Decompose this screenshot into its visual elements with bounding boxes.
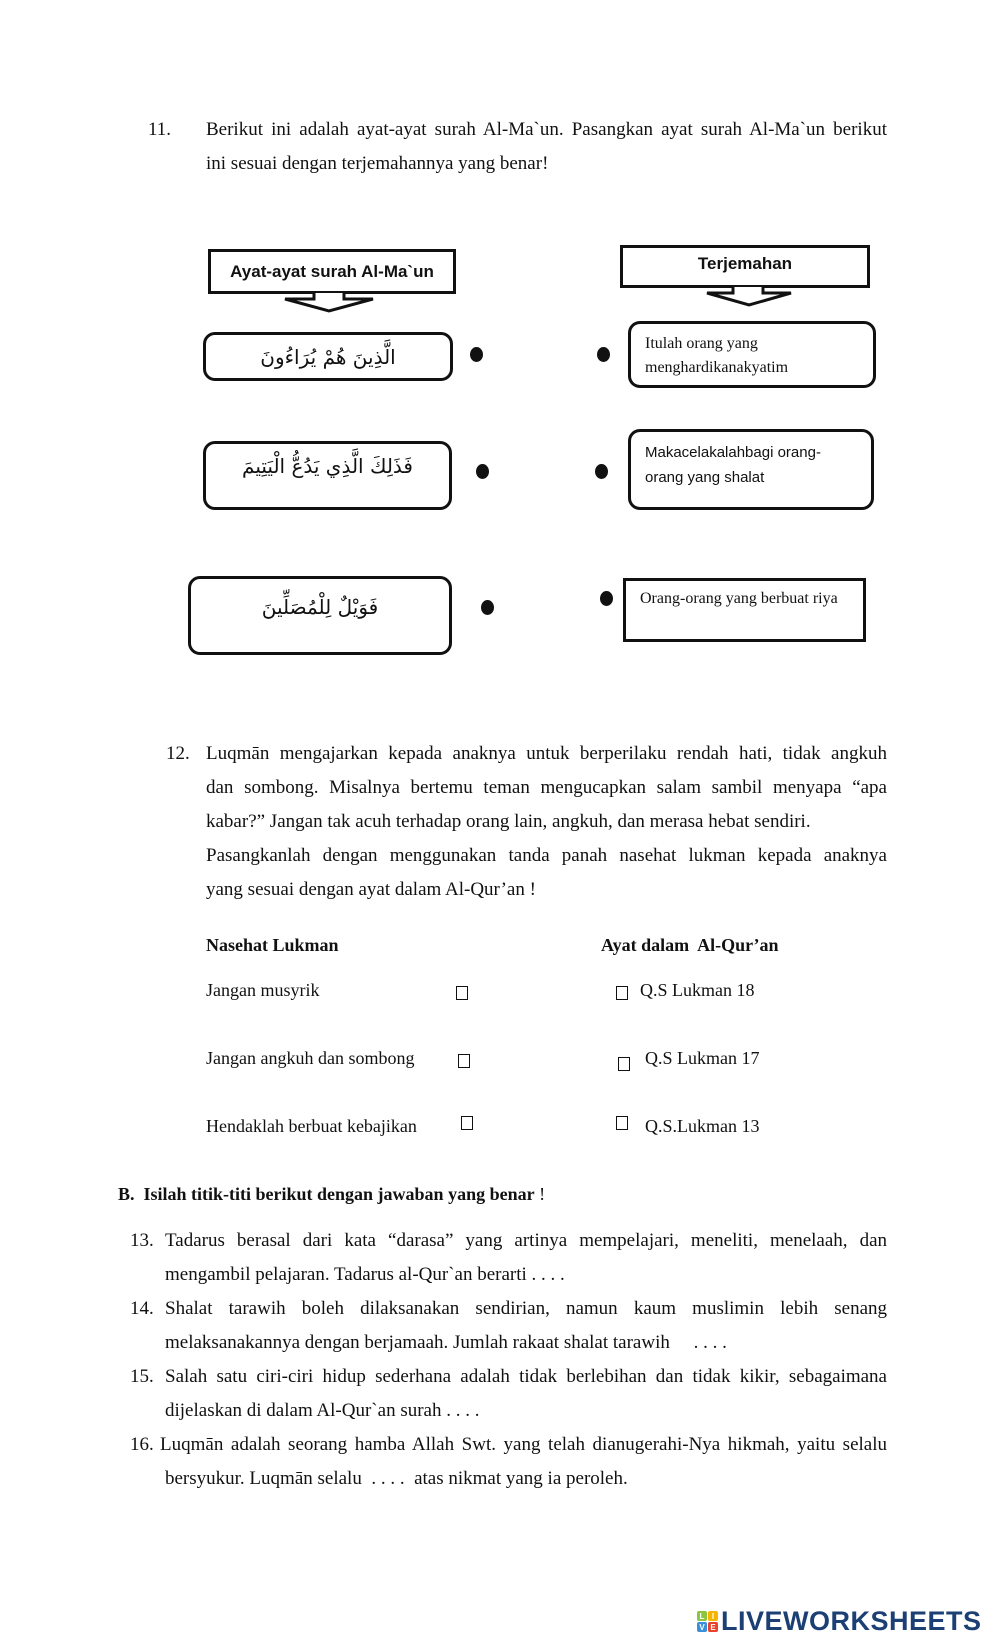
section-b-heading: B. Isilah titik-titi berikut dengan jawaban yang benar ! [118,1184,546,1204]
logo-text: LIVEWORKSHEETS [721,1606,982,1636]
ayat-checkbox-2[interactable] [618,1057,630,1071]
q16-line2: bersyukur. Luqmān selalu . . . . atas nikmat yang ia peroleh. [165,1468,628,1489]
q13-number: 13. [130,1230,154,1251]
translation-item-2[interactable]: Makacelakalahbagi orang- orang yang shalat [628,429,874,510]
ayat-item-2[interactable]: فَذَلِكَ الَّذِي يَدُعُّ الْيَتِيمَ [203,441,452,510]
logo-grid-icon: L I V E [697,1611,718,1632]
ayat-item-qs-18: Q.S Lukman 18 [640,980,755,1000]
match-dot-right-1[interactable] [597,347,610,362]
left-column-header-label: Ayat-ayat surah Al-Ma`un [230,261,434,281]
q11-number: 11. [148,119,172,140]
q15-number: 15. [130,1366,154,1387]
ayat-item-1[interactable]: الَّذِينَ هُمْ يُرَاءُونَ [203,332,453,381]
match-dot-left-3[interactable] [481,600,494,615]
liveworksheets-logo[interactable] [697,1606,982,1637]
nasehat-checkbox-1[interactable] [456,986,468,1000]
match-dot-left-2[interactable] [476,464,489,479]
q12-line-3: kabar?” Jangan tak acuh terhadap orang lain, angkuh, dan merasa hebat sendiri. [206,811,811,832]
nasehat-item-1: Jangan musyrik [206,980,320,1000]
q15-line1: Salah satu ciri-ciri hidup sederhana adalah tidak berlebihan dan tidak kikir, sebagaimana [165,1366,887,1387]
q16-line1: Luqmān adalah seorang hamba Allah Swt. yang telah dianugerahi-Nya hikmah, yaitu selalu [160,1434,887,1455]
q14-number: 14. [130,1298,154,1319]
q12-line-2: dan sombong. Misalnya bertemu teman mengucapkan salam sambil menyapa “apa [206,777,887,798]
ayat-item-qs-17: Q.S Lukman 17 [645,1048,760,1068]
right-column-header [620,245,870,288]
q15-line2: dijelaskan di dalam Al-Qur`an surah . . . . [165,1400,480,1421]
down-arrow-icon [283,293,375,313]
nasehat-checkbox-2[interactable] [458,1054,470,1068]
q16-number: 16. [130,1434,154,1455]
nasehat-header: Nasehat Lukman [206,935,339,955]
nasehat-item-3: Hendaklah berbuat kebajikan [206,1116,417,1136]
match-dot-right-2[interactable] [595,464,608,479]
q13-line1: Tadarus berasal dari kata “darasa” yang artinya mempelajari, meneliti, menelaah, dan [165,1230,887,1251]
q13-line2: mengambil pelajaran. Tadarus al-Qur`an berarti . . . . [165,1264,565,1285]
nasehat-checkbox-3[interactable] [461,1116,473,1130]
ayat-checkbox-1[interactable] [616,986,628,1000]
translation-item-3[interactable]: Orang-orang yang berbuat riya [623,578,866,642]
nasehat-item-2: Jangan angkuh dan sombong [206,1048,415,1068]
left-column-header [208,249,456,294]
ayat-item-3[interactable]: فَوَيْلٌ لِلْمُصَلِّينَ [188,576,452,655]
translation-item-1[interactable]: Itulah orang yang menghardikanakyatim [628,321,876,388]
q12-line-1: Luqmān mengajarkan kepada anaknya untuk berperilaku rendah hati, tidak angkuh [206,743,887,764]
match-dot-right-3[interactable] [600,591,613,606]
q11-text-line1: Berikut ini adalah ayat-ayat surah Al-Ma`un. Pasangkan ayat surah Al-Ma`un berikut [206,119,887,140]
right-column-header-label: Terjemahan [697,253,793,273]
q12-line-4: Pasangkanlah dengan menggunakan tanda panah nasehat lukman kepada anaknya [206,845,887,866]
q11-text-line2: ini sesuai dengan terjemahannya yang benar! [206,153,549,174]
down-arrow-icon [705,287,793,307]
q12-line-5: yang sesuai dengan ayat dalam Al-Qur’an ! [206,879,536,900]
q14-line1: Shalat tarawih boleh dilaksanakan sendirian, namun kaum muslimin lebih senang [165,1298,887,1319]
ayat-item-qs-13: Q.S.Lukman 13 [645,1116,760,1136]
match-dot-left-1[interactable] [470,347,483,362]
q14-line2: melaksanakannya dengan berjamaah. Jumlah rakaat shalat tarawih . . . . [165,1332,727,1353]
ayat-checkbox-3[interactable] [616,1116,628,1130]
q12-number: 12. [166,743,190,764]
ayat-quran-header: Ayat dalam Al-Qur’an [601,935,779,955]
